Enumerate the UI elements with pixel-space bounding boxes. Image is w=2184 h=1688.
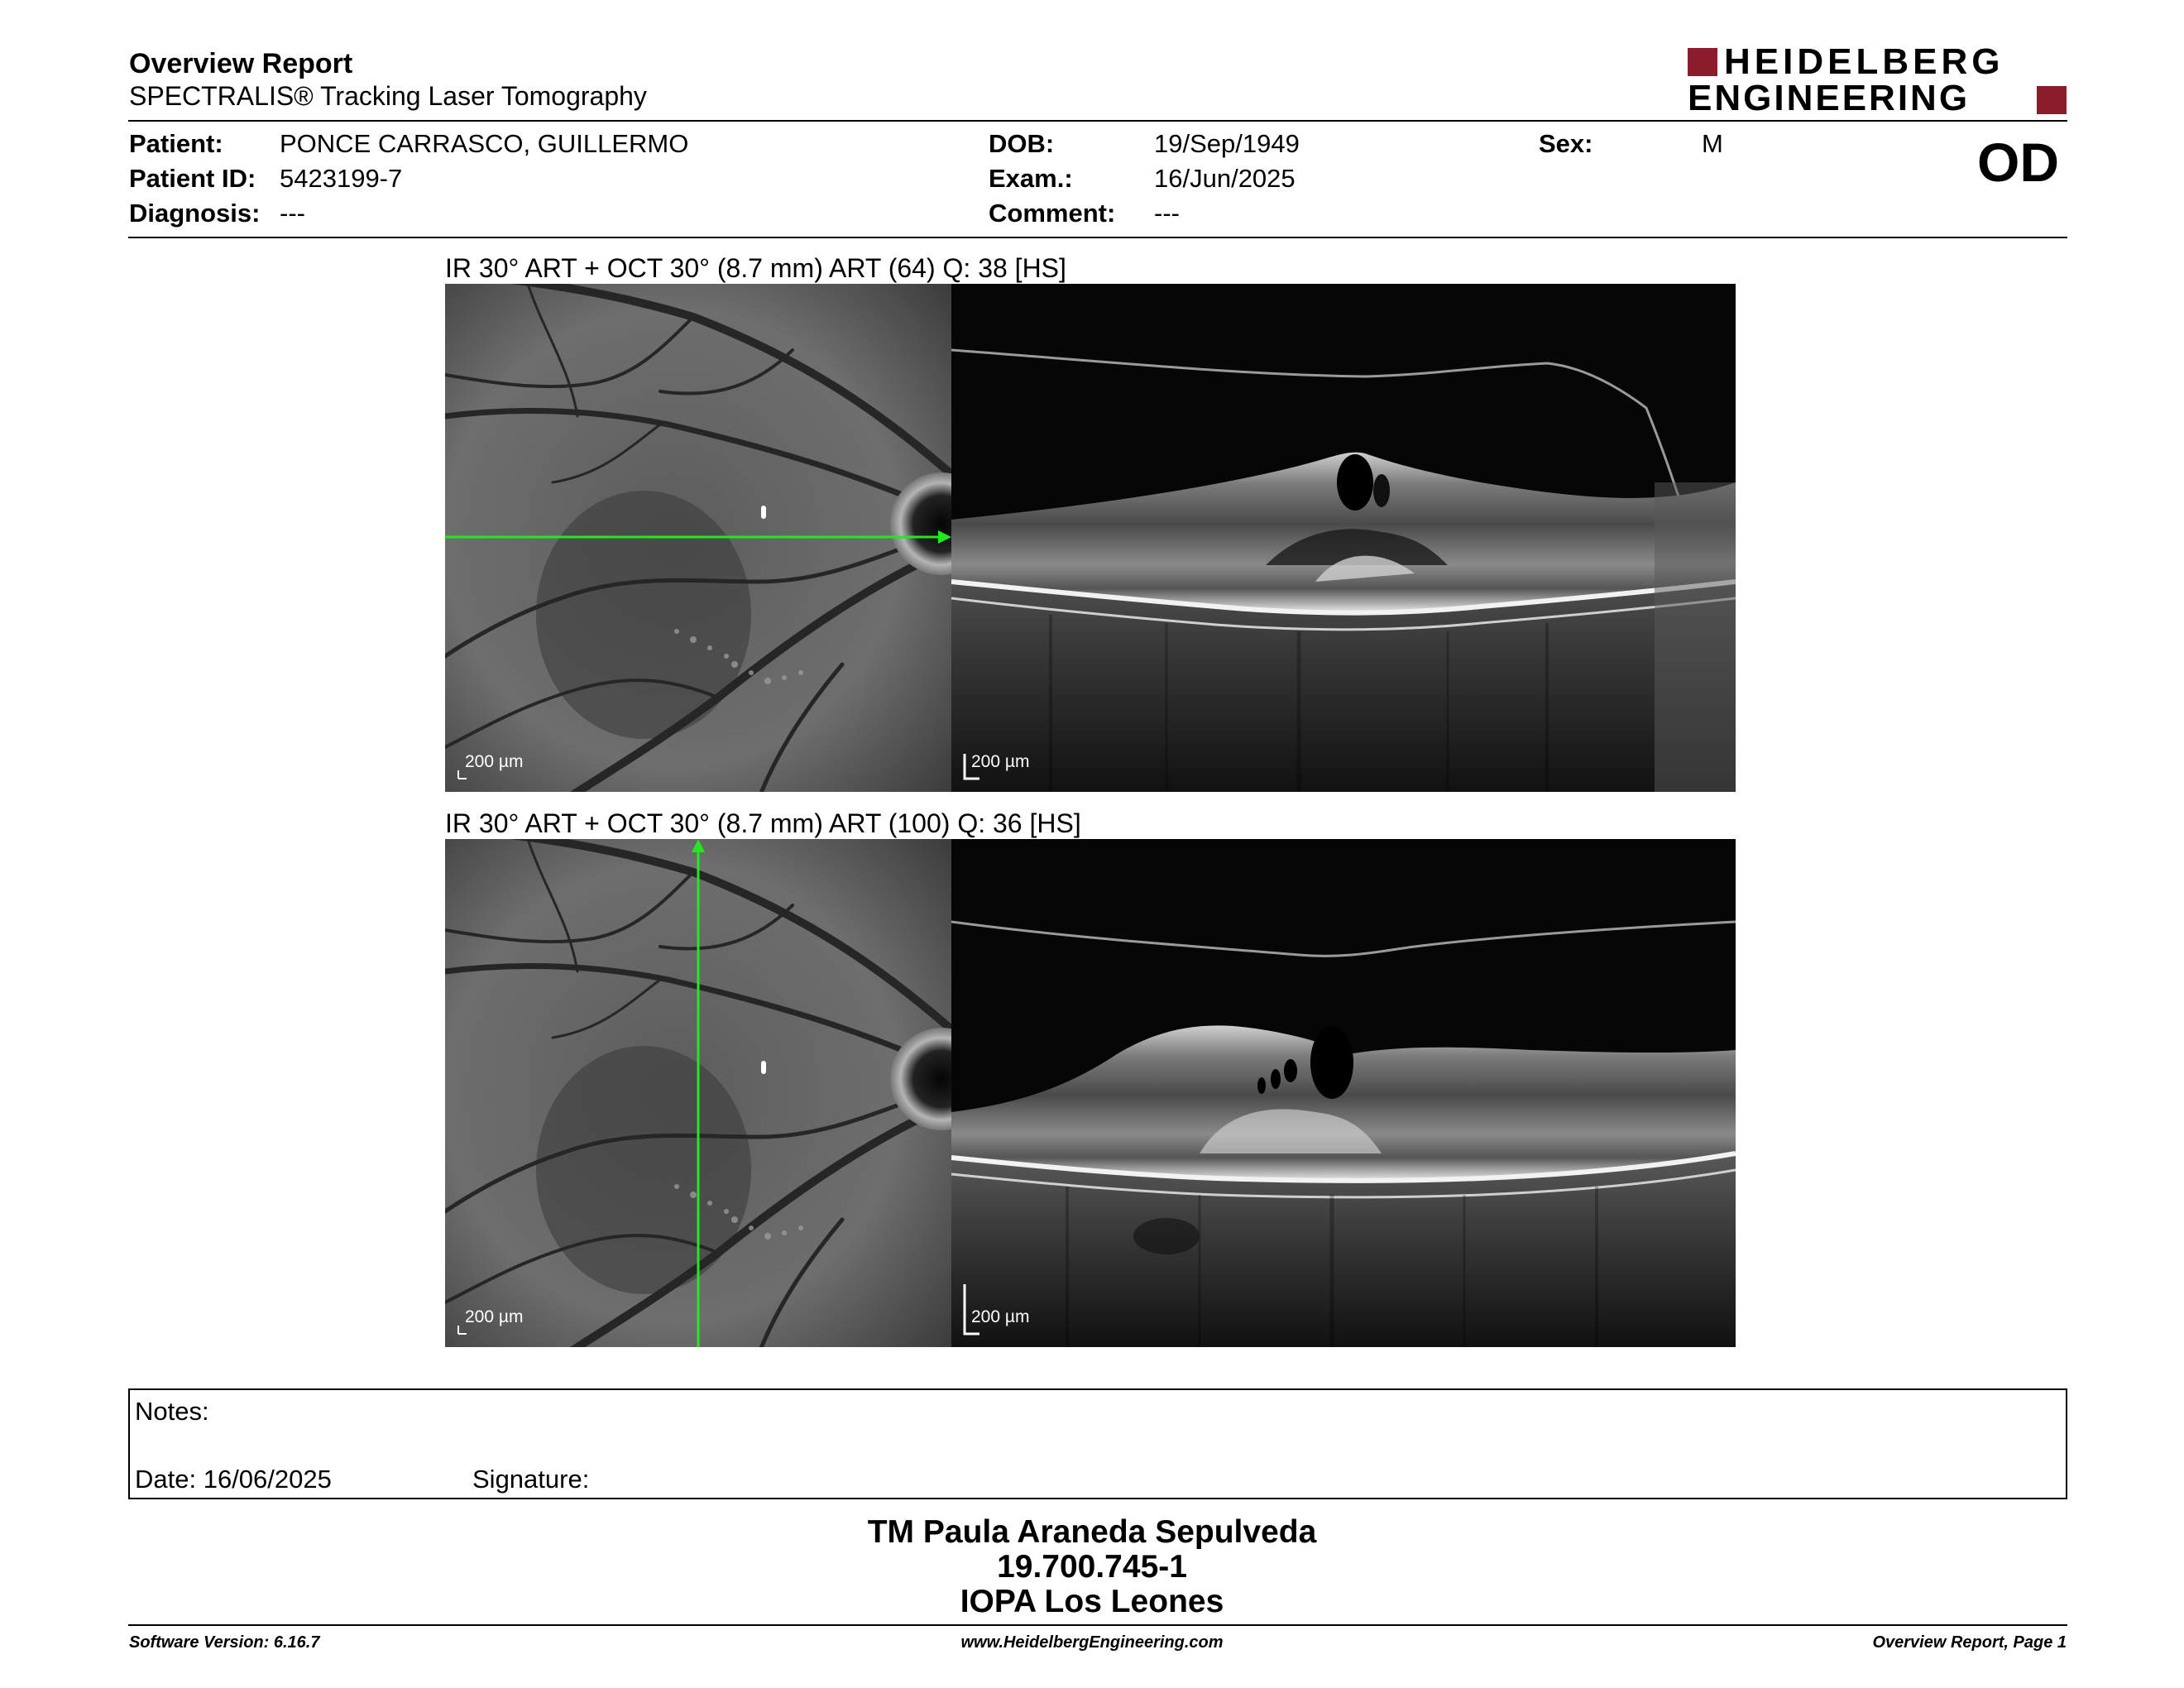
header-divider [128, 120, 2067, 122]
institution-name: IOPA Los Leones [960, 1584, 1224, 1619]
logo-text-line1: HEIDELBERG [1724, 41, 2004, 82]
footer-divider [128, 1624, 2067, 1626]
scan-2-title: IR 30° ART + OCT 30° (8.7 mm) ART (100) Q: 36 [HS] [445, 808, 1081, 838]
heidelberg-logo [1688, 41, 2068, 118]
logo-square-top [1688, 48, 1717, 76]
software-version: Software Version: 6.16.7 [129, 1633, 320, 1652]
dob-label: DOB: [989, 129, 1055, 158]
website-link[interactable]: www.HeidelbergEngineering.com [960, 1633, 1224, 1652]
patient-name: PONCE CARRASCO, GUILLERMO [280, 129, 689, 158]
exam-value: 16/Jun/2025 [1154, 164, 1296, 193]
notes-label: Notes: [135, 1397, 209, 1426]
eye-indicator: OD [1977, 132, 2059, 193]
report-subtitle: SPECTRALIS® Tracking Laser Tomography [129, 81, 647, 111]
scan-1-ir-fundus-image[interactable] [445, 284, 951, 792]
diagnosis-value: --- [280, 199, 305, 228]
patient-id: 5423199-7 [280, 164, 403, 193]
scan-2-ir-scale-label: 200 µm [465, 1307, 524, 1326]
patient-divider [128, 237, 2067, 238]
comment-label: Comment: [989, 199, 1116, 228]
page-indicator: Overview Report, Page 1 [1872, 1633, 2067, 1652]
comment-value: --- [1154, 199, 1180, 228]
technician-rut: 19.700.745-1 [997, 1549, 1187, 1585]
technician-name: TM Paula Araneda Sepulveda [867, 1514, 1317, 1550]
scan-1-ir-scale-label: 200 µm [465, 752, 524, 771]
report-title: Overview Report [129, 48, 353, 79]
patient-label: Patient: [129, 129, 223, 158]
notes-date: Date: 16/06/2025 [135, 1465, 332, 1494]
scan-1-oct-bscan-image[interactable] [951, 284, 1736, 792]
sex-value: M [1702, 129, 1723, 158]
scan-2-oct-bscan-image[interactable] [951, 839, 1736, 1347]
logo-text-line2: ENGINEERING [1688, 78, 1971, 118]
diagnosis-label: Diagnosis: [129, 199, 261, 228]
signature-label: Signature: [472, 1465, 590, 1494]
scan-2-oct-scale-label: 200 µm [971, 1307, 1030, 1326]
sex-label: Sex: [1539, 129, 1593, 158]
dob-value: 19/Sep/1949 [1154, 129, 1300, 158]
scan-2-ir-fundus-image[interactable] [445, 839, 951, 1347]
patient-id-label: Patient ID: [129, 164, 256, 193]
exam-label: Exam.: [989, 164, 1073, 193]
notes-box[interactable] [128, 1388, 2067, 1499]
logo-square-bottom [2037, 86, 2067, 114]
scan-1-title: IR 30° ART + OCT 30° (8.7 mm) ART (64) Q: 38 [HS] [445, 253, 1066, 283]
scan-1-oct-scale-label: 200 µm [971, 752, 1030, 771]
